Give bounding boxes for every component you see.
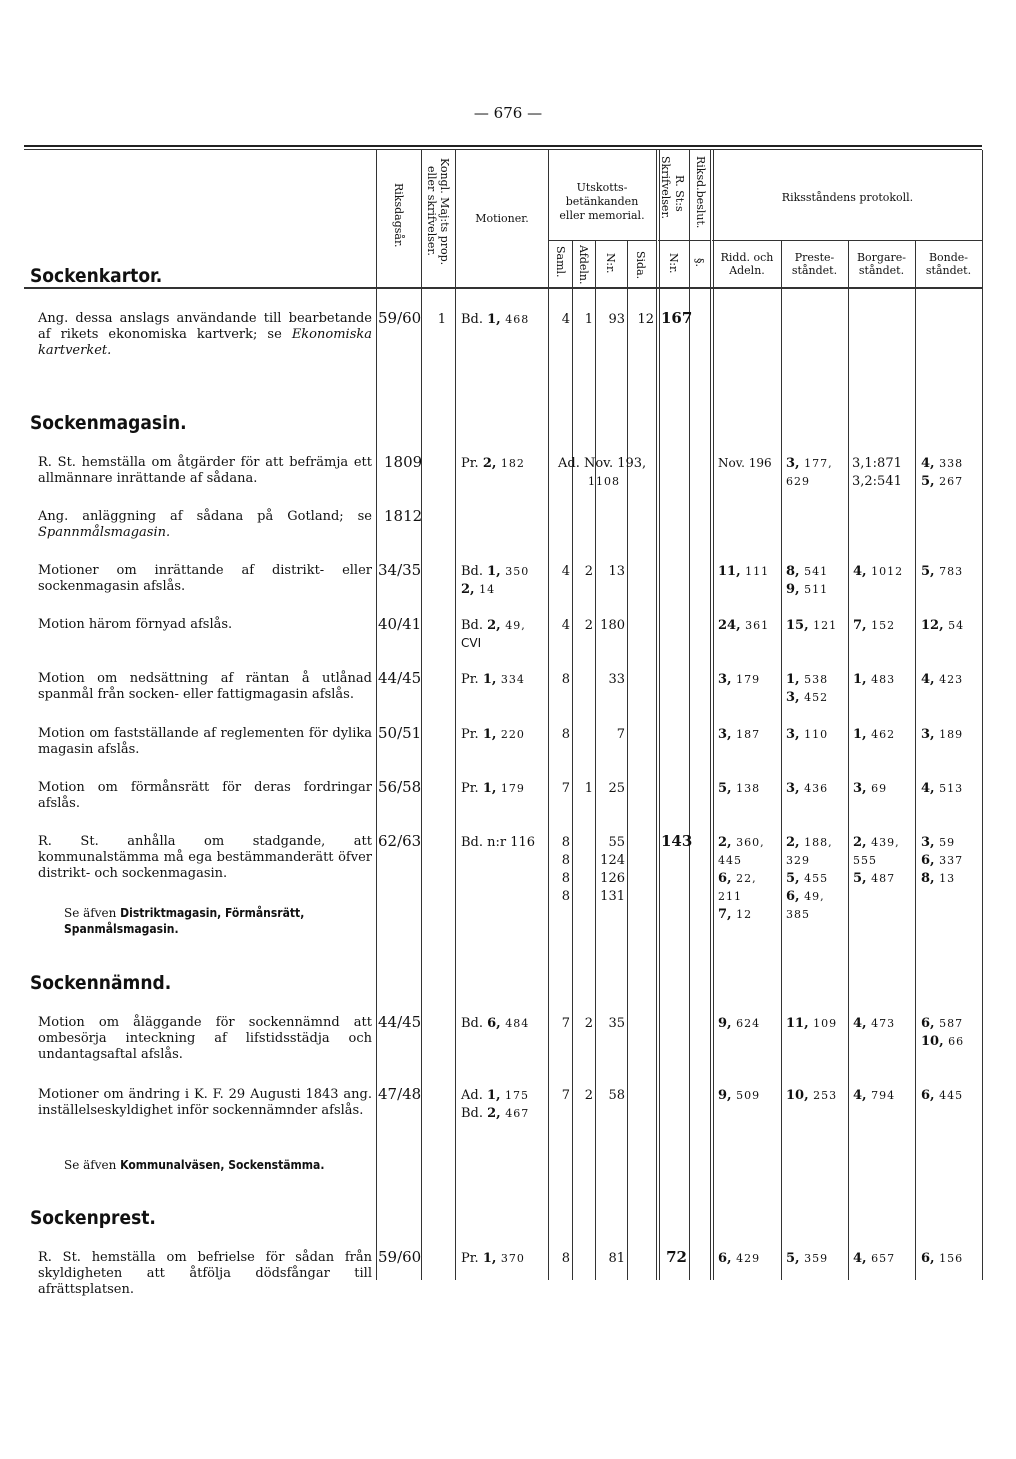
year: 59/60	[378, 1248, 422, 1266]
entry-description: Ang. dessa anslags användande till bearbetande af rikets ekonomiska kartverk; se Ekonomiska kartverket.	[38, 311, 372, 358]
nr: 58	[608, 1088, 625, 1103]
nr: 124	[600, 853, 625, 868]
borgare-ref: 4, 657	[853, 1251, 896, 1266]
bonde-ref: 12, 54	[921, 618, 965, 633]
bonde-ref: 3, 189	[921, 727, 964, 742]
motion-ref: Bd. 1, 350	[461, 564, 530, 579]
col-line	[595, 241, 596, 1280]
entry-description: Motioner om inrättande af distrikt- eller sockenmagasin afslås.	[38, 563, 372, 594]
saml: 8	[561, 835, 570, 850]
entry-description: Motioner om ändring i K. F. 29 Augusti 1843 ang. inställelseskyldighet inför sockennämnder afslås.	[38, 1087, 372, 1118]
nr: 25	[608, 781, 625, 796]
nr: 55	[608, 835, 625, 850]
borgare-ref: 4, 473	[853, 1016, 896, 1031]
header-utskotts: Utskotts-	[576, 181, 628, 194]
borgare-ref: 2, 439,	[853, 835, 900, 850]
header-preste: Preste-	[794, 251, 835, 264]
year: 44/45	[378, 1013, 422, 1031]
col-line	[713, 150, 714, 1280]
nr: 131	[600, 889, 625, 904]
motion-ref: Bd. 6, 484	[461, 1016, 530, 1031]
preste-ref: 3, 110	[786, 727, 829, 742]
header-saml: Saml.	[554, 246, 567, 278]
header-preste-standet: ståndet.	[791, 264, 838, 277]
page-number: — 676 —	[473, 104, 543, 122]
ridd-ref-4: 211	[718, 890, 742, 903]
ridd-ref: 5, 138	[718, 781, 761, 796]
afdeln: 2	[584, 1088, 593, 1103]
top-rule-thin	[24, 149, 982, 150]
ridd-ref: Nov. 196	[718, 456, 772, 470]
header-kongl-prop: Kongl. Maj:ts prop.	[438, 158, 451, 266]
nr: 81	[608, 1251, 625, 1266]
preste-ref: 11, 109	[786, 1016, 838, 1031]
protokoll-subrule	[712, 240, 982, 241]
utskott-ref-2: 1108	[588, 475, 620, 488]
entry-description: Motion om nedsättning af räntan å utlånad spanmål från socken- eller fattigmagasin afslås.	[38, 671, 372, 702]
borgare-ref-3: 5, 487	[853, 871, 896, 886]
borgare-ref: 7, 152	[853, 618, 896, 633]
col-line	[848, 241, 849, 1280]
saml: 8	[561, 1251, 570, 1266]
year: 50/51	[378, 724, 422, 742]
entry-description: Motion om åläggande för sockennämnd att ombesörja inteckning af lifstidsstädja och undantagsaftal afslås.	[38, 1015, 372, 1062]
motion-ref: Bd. 2, 49,	[461, 618, 526, 633]
borgare-ref: 4, 1012	[853, 564, 904, 579]
top-rule	[24, 145, 982, 147]
motion-ref-2: Bd. 2, 467	[461, 1106, 530, 1121]
bonde-ref: 4, 338	[921, 456, 964, 471]
motion-ref: Pr. 1, 220	[461, 727, 525, 742]
saml: 4	[561, 618, 570, 633]
header-riksd-nr: N:r.	[667, 253, 680, 274]
preste-ref: 3, 436	[786, 781, 829, 796]
motion-ref: Pr. 1, 370	[461, 1251, 525, 1266]
ridd-ref: 2, 360,	[718, 835, 765, 850]
year: 62/63	[378, 832, 422, 850]
preste-ref: 1, 538	[786, 672, 829, 687]
entry-description: Motion om förmånsrätt för deras fordringar afslås.	[38, 780, 372, 811]
entry-description: Motion härom förnyad afslås.	[38, 617, 233, 632]
year: 40/41	[378, 615, 422, 633]
preste-ref: 10, 253	[786, 1088, 838, 1103]
header-adeln: Adeln.	[729, 264, 765, 277]
header-bonde: Bonde-	[928, 251, 969, 264]
utskott-ref: Ad. Nov. 193,	[558, 456, 647, 471]
preste-ref-3: 5, 455	[786, 871, 829, 886]
header-protokoll: Riksståndens protokoll.	[781, 191, 914, 204]
afdeln: 2	[584, 618, 593, 633]
bonde-ref-3: 8, 13	[921, 871, 956, 886]
afdeln: 1	[584, 312, 593, 327]
col-line	[710, 150, 711, 1280]
col-line	[915, 241, 916, 1280]
motion-ref: Ad. 1, 175	[461, 1088, 530, 1103]
nr: 7	[616, 727, 625, 742]
preste-ref-5: 385	[786, 908, 810, 921]
saml: 8	[561, 727, 570, 742]
saml: 8	[561, 672, 570, 687]
preste-ref-2: 3, 452	[786, 690, 829, 705]
header-kongl-skrifvelser: eller skrifvelser.	[425, 166, 438, 256]
sida: 12	[637, 312, 654, 327]
col-line	[656, 150, 657, 1280]
saml: 8	[561, 889, 570, 904]
year: 34/35	[378, 561, 422, 579]
ridd-ref: 11, 111	[718, 564, 770, 579]
header-sida: Sida.	[634, 251, 647, 280]
section-heading: Sockenmagasin.	[30, 412, 187, 434]
afdeln: 2	[584, 1016, 593, 1031]
entry-description: R. St. hemställa om befrielse för sådan från skyldigheten att åtfölja dödsfångar till afrättsplatsen.	[38, 1250, 372, 1297]
motion-ref-2: 2, 14	[461, 582, 496, 597]
entry-description: Ang. anläggning af sådana på Gotland; se Spannmålsmagasin.	[38, 509, 372, 540]
utskott-subrule	[548, 240, 656, 241]
saml: 4	[561, 564, 570, 579]
borgare-ref: 3, 69	[853, 781, 888, 796]
header-paragraf: §.	[693, 258, 706, 267]
header-ridd: Ridd. och	[720, 251, 774, 264]
ridd-ref-5: 7, 12	[718, 907, 753, 922]
saml: 7	[561, 1088, 570, 1103]
see-also: Se äfven Distriktmagasin, Förmånsrätt, Spanmålsmagasin.	[64, 906, 305, 936]
borgare-ref-2: 3,2:541	[852, 474, 902, 489]
afdeln: 2	[584, 564, 593, 579]
bonde-ref: 6, 445	[921, 1088, 964, 1103]
ridd-ref: 24, 361	[718, 618, 770, 633]
bonde-ref: 6, 587	[921, 1016, 964, 1031]
bonde-ref: 5, 783	[921, 564, 964, 579]
ridd-ref: 9, 624	[718, 1016, 761, 1031]
preste-ref: 15, 121	[786, 618, 838, 633]
entry-description: Motion om fastställande af reglementen för dylika magasin afslås.	[38, 726, 372, 757]
header-riksdagsar: Riksdagsår.	[392, 183, 405, 248]
saml: 8	[561, 871, 570, 886]
year: 44/45	[378, 669, 422, 687]
borgare-ref: 1, 462	[853, 727, 896, 742]
year: 59/60	[378, 309, 422, 327]
header-borgare: Borgare-	[856, 251, 907, 264]
entry-description: R. St. anhålla om stadgande, att kommunalstämma må ega bestämmanderätt öfver distrikt- och sockenmagasin.	[38, 834, 372, 881]
borgare-ref: 3,1:871	[852, 456, 902, 471]
preste-ref: 3, 177,	[786, 456, 833, 471]
nr: 126	[600, 871, 625, 886]
section-heading: Sockenprest.	[30, 1207, 156, 1229]
col-line	[455, 150, 456, 1280]
rsts-nr: 167	[661, 309, 693, 327]
header-memorial: eller memorial.	[559, 209, 645, 222]
rsts-subrule	[658, 240, 710, 241]
borgare-ref-2: 555	[853, 854, 877, 867]
year: 47/48	[378, 1085, 422, 1103]
rsts-nr: 72	[666, 1248, 687, 1266]
motion-ref: Bd. 1, 468	[461, 312, 530, 327]
header-beslut: Riksd.beslut.	[694, 156, 707, 229]
preste-ref-2: 329	[786, 854, 810, 867]
nr: 93	[608, 312, 625, 327]
motion-ref-2: CVI	[461, 636, 482, 650]
bonde-ref: 4, 423	[921, 672, 964, 687]
nr: 13	[608, 564, 625, 579]
saml: 7	[561, 781, 570, 796]
nr: 180	[600, 618, 625, 633]
col-line	[572, 241, 573, 1280]
preste-ref: 2, 188,	[786, 835, 833, 850]
section-heading: Sockennämnd.	[30, 972, 172, 994]
header-betankanden: betänkanden	[565, 195, 639, 208]
year: 1812	[384, 507, 423, 525]
year: 56/58	[378, 778, 422, 796]
ridd-ref-3: 6, 22,	[718, 871, 757, 886]
motion-ref: Bd. n:r 116	[461, 835, 536, 850]
bonde-ref: 6, 156	[921, 1251, 964, 1266]
col-line	[982, 150, 983, 1280]
header-rsts: R. St:s	[673, 175, 686, 212]
saml: 4	[561, 312, 570, 327]
borgare-ref: 4, 794	[853, 1088, 896, 1103]
bonde-ref-2: 6, 337	[921, 853, 964, 868]
col-line	[659, 150, 660, 1280]
rsts-nr: 143	[661, 832, 693, 850]
header-borgare-standet: ståndet.	[858, 264, 905, 277]
prop-number: 1	[437, 312, 446, 327]
borgare-ref: 1, 483	[853, 672, 896, 687]
section-heading: Sockenkartor.	[30, 265, 163, 287]
header-afdeln: Afdeln.	[577, 245, 590, 285]
header-nr: N:r.	[604, 253, 617, 274]
col-line	[627, 241, 628, 1280]
ridd-ref: 6, 429	[718, 1251, 761, 1266]
ridd-ref: 9, 509	[718, 1088, 761, 1103]
preste-ref-4: 6, 49,	[786, 889, 825, 904]
nr: 33	[608, 672, 625, 687]
preste-ref: 8, 541	[786, 564, 829, 579]
bonde-ref: 4, 513	[921, 781, 964, 796]
bonde-ref: 3, 59	[921, 835, 956, 850]
saml: 7	[561, 1016, 570, 1031]
ridd-ref: 3, 179	[718, 672, 761, 687]
motion-ref: Pr. 1, 334	[461, 672, 525, 687]
header-skrifvelser: Skrifvelser.	[659, 156, 672, 219]
header-bonde-standet: ståndet.	[925, 264, 972, 277]
nr: 35	[608, 1016, 625, 1031]
ridd-ref: 3, 187	[718, 727, 761, 742]
bonde-ref-2: 5, 267	[921, 474, 964, 489]
saml: 8	[561, 853, 570, 868]
motion-ref: Pr. 1, 179	[461, 781, 525, 796]
afdeln: 1	[584, 781, 593, 796]
preste-ref: 5, 359	[786, 1251, 829, 1266]
bonde-ref-2: 10, 66	[921, 1034, 965, 1049]
header-motioner: Motioner.	[475, 212, 529, 225]
header-bottom-rule	[24, 287, 982, 289]
ridd-ref-2: 445	[718, 854, 742, 867]
year: 1809	[384, 453, 423, 471]
preste-ref-2: 9, 511	[786, 582, 829, 597]
col-line	[781, 241, 782, 1280]
col-line	[376, 150, 377, 1280]
see-also: Se äfven Kommunalväsen, Sockenstämma.	[64, 1158, 325, 1172]
entry-description: R. St. hemställa om åtgärder för att befrämja ett allmännare inrättande af sådana.	[38, 455, 372, 486]
preste-ref-2: 629	[786, 475, 810, 488]
motion-ref: Pr. 2, 182	[461, 456, 525, 471]
